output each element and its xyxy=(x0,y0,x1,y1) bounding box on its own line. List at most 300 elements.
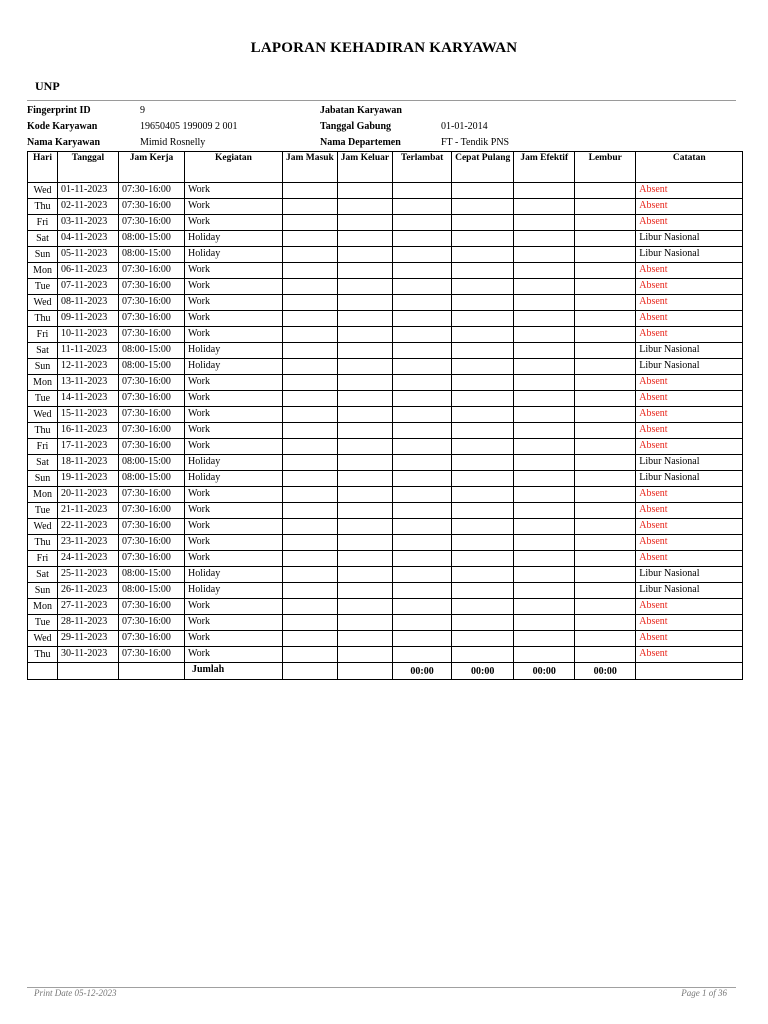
clock-out-cell xyxy=(337,551,392,567)
date-cell: 20-11-2023 xyxy=(58,487,119,503)
overtime-cell xyxy=(575,295,636,311)
activity-cell: Holiday xyxy=(185,231,283,247)
effective-hours-cell xyxy=(514,423,575,439)
activity-cell: Holiday xyxy=(185,471,283,487)
late-cell xyxy=(393,375,452,391)
table-row xyxy=(28,471,743,487)
date-cell: 06-11-2023 xyxy=(58,263,119,279)
activity-cell: Work xyxy=(185,599,283,615)
table-row xyxy=(28,199,743,215)
activity-cell: Holiday xyxy=(185,247,283,263)
late-cell xyxy=(393,407,452,423)
clock-in-cell xyxy=(283,647,338,663)
notes-cell: Absent xyxy=(636,375,743,391)
clock-out-cell xyxy=(337,519,392,535)
notes-cell: Libur Nasional xyxy=(636,231,743,247)
late-cell xyxy=(393,583,452,599)
col-header-clock-in: Jam Masuk xyxy=(283,152,338,183)
date-cell: 04-11-2023 xyxy=(58,231,119,247)
table-row xyxy=(28,263,743,279)
early-leave-cell xyxy=(452,551,514,567)
notes-cell: Absent xyxy=(636,183,743,199)
date-cell: 23-11-2023 xyxy=(58,535,119,551)
employee-values-right xyxy=(441,103,509,151)
effective-hours-cell xyxy=(514,519,575,535)
clock-in-cell xyxy=(283,471,338,487)
early-leave-cell xyxy=(452,455,514,471)
employee-values-left xyxy=(140,103,238,151)
overtime-cell xyxy=(575,535,636,551)
clock-out-cell xyxy=(337,407,392,423)
early-leave-cell xyxy=(452,183,514,199)
table-row xyxy=(28,311,743,327)
clock-out-cell xyxy=(337,599,392,615)
date-cell: 22-11-2023 xyxy=(58,519,119,535)
notes-cell: Libur Nasional xyxy=(636,247,743,263)
effective-hours-cell xyxy=(514,503,575,519)
early-leave-cell xyxy=(452,487,514,503)
late-cell xyxy=(393,599,452,615)
early-leave-cell xyxy=(452,423,514,439)
table-row xyxy=(28,647,743,663)
late-cell xyxy=(393,455,452,471)
shift-cell: 08:00-15:00 xyxy=(119,343,185,359)
clock-in-cell xyxy=(283,583,338,599)
overtime-cell xyxy=(575,423,636,439)
department-label: Nama Departemen xyxy=(320,137,401,148)
late-cell xyxy=(393,295,452,311)
total-empty-cell xyxy=(119,663,185,680)
shift-cell: 07:30-16:00 xyxy=(119,375,185,391)
overtime-cell xyxy=(575,199,636,215)
table-row xyxy=(28,439,743,455)
late-cell xyxy=(393,359,452,375)
overtime-cell xyxy=(575,503,636,519)
date-cell: 17-11-2023 xyxy=(58,439,119,455)
overtime-cell xyxy=(575,391,636,407)
clock-out-cell xyxy=(337,183,392,199)
clock-in-cell xyxy=(283,439,338,455)
early-leave-cell xyxy=(452,631,514,647)
day-cell: Fri xyxy=(28,327,58,343)
clock-out-cell xyxy=(337,647,392,663)
shift-cell: 07:30-16:00 xyxy=(119,519,185,535)
late-cell xyxy=(393,231,452,247)
day-cell: Fri xyxy=(28,215,58,231)
col-header-date: Tanggal xyxy=(58,152,119,183)
notes-cell: Absent xyxy=(636,647,743,663)
clock-in-cell xyxy=(283,551,338,567)
overtime-cell xyxy=(575,567,636,583)
table-row xyxy=(28,215,743,231)
table-row xyxy=(28,247,743,263)
effective-hours-cell xyxy=(514,295,575,311)
day-cell: Tue xyxy=(28,503,58,519)
late-cell xyxy=(393,631,452,647)
early-leave-cell xyxy=(452,247,514,263)
total-effective-hours: 00:00 xyxy=(514,663,575,680)
clock-in-cell xyxy=(283,423,338,439)
clock-in-cell xyxy=(283,375,338,391)
table-row xyxy=(28,519,743,535)
notes-cell: Absent xyxy=(636,199,743,215)
clock-out-cell xyxy=(337,487,392,503)
clock-out-cell xyxy=(337,199,392,215)
activity-cell: Work xyxy=(185,631,283,647)
clock-out-cell xyxy=(337,583,392,599)
overtime-cell xyxy=(575,231,636,247)
day-cell: Thu xyxy=(28,311,58,327)
activity-cell: Work xyxy=(185,647,283,663)
early-leave-cell xyxy=(452,567,514,583)
early-leave-cell xyxy=(452,231,514,247)
table-row xyxy=(28,551,743,567)
day-cell: Wed xyxy=(28,407,58,423)
date-cell: 10-11-2023 xyxy=(58,327,119,343)
effective-hours-cell xyxy=(514,439,575,455)
employee-labels-left xyxy=(27,103,100,151)
overtime-cell xyxy=(575,247,636,263)
early-leave-cell xyxy=(452,279,514,295)
clock-out-cell xyxy=(337,423,392,439)
attendance-body xyxy=(28,183,743,663)
late-cell xyxy=(393,423,452,439)
overtime-cell xyxy=(575,631,636,647)
activity-cell: Work xyxy=(185,295,283,311)
late-cell xyxy=(393,247,452,263)
notes-cell: Absent xyxy=(636,535,743,551)
date-cell: 21-11-2023 xyxy=(58,503,119,519)
early-leave-cell xyxy=(452,407,514,423)
day-cell: Tue xyxy=(28,279,58,295)
date-cell: 01-11-2023 xyxy=(58,183,119,199)
clock-in-cell xyxy=(283,407,338,423)
total-empty-cell xyxy=(283,663,338,680)
clock-out-cell xyxy=(337,535,392,551)
overtime-cell xyxy=(575,215,636,231)
effective-hours-cell xyxy=(514,487,575,503)
table-row xyxy=(28,343,743,359)
col-header-notes: Catatan xyxy=(636,152,743,183)
activity-cell: Work xyxy=(185,279,283,295)
day-cell: Sun xyxy=(28,359,58,375)
effective-hours-cell xyxy=(514,279,575,295)
clock-in-cell xyxy=(283,599,338,615)
shift-cell: 07:30-16:00 xyxy=(119,311,185,327)
shift-cell: 07:30-16:00 xyxy=(119,487,185,503)
table-row xyxy=(28,183,743,199)
col-header-overtime: Lembur xyxy=(575,152,636,183)
notes-cell: Libur Nasional xyxy=(636,567,743,583)
early-leave-cell xyxy=(452,471,514,487)
early-leave-cell xyxy=(452,535,514,551)
effective-hours-cell xyxy=(514,231,575,247)
day-cell: Fri xyxy=(28,439,58,455)
day-cell: Wed xyxy=(28,519,58,535)
clock-out-cell xyxy=(337,263,392,279)
notes-cell: Absent xyxy=(636,311,743,327)
notes-cell: Absent xyxy=(636,295,743,311)
clock-in-cell xyxy=(283,615,338,631)
clock-in-cell xyxy=(283,487,338,503)
date-cell: 24-11-2023 xyxy=(58,551,119,567)
notes-cell: Absent xyxy=(636,599,743,615)
activity-cell: Work xyxy=(185,311,283,327)
table-row xyxy=(28,487,743,503)
day-cell: Tue xyxy=(28,615,58,631)
early-leave-cell xyxy=(452,327,514,343)
overtime-cell xyxy=(575,615,636,631)
shift-cell: 07:30-16:00 xyxy=(119,263,185,279)
early-leave-cell xyxy=(452,263,514,279)
notes-cell: Absent xyxy=(636,551,743,567)
date-cell: 11-11-2023 xyxy=(58,343,119,359)
table-row xyxy=(28,423,743,439)
date-cell: 28-11-2023 xyxy=(58,615,119,631)
late-cell xyxy=(393,343,452,359)
late-cell xyxy=(393,647,452,663)
overtime-cell xyxy=(575,519,636,535)
day-cell: Sun xyxy=(28,247,58,263)
early-leave-cell xyxy=(452,519,514,535)
fingerprint-label: Fingerprint ID xyxy=(27,105,91,116)
activity-cell: Work xyxy=(185,615,283,631)
notes-cell: Absent xyxy=(636,327,743,343)
activity-cell: Work xyxy=(185,215,283,231)
early-leave-cell xyxy=(452,343,514,359)
effective-hours-cell xyxy=(514,647,575,663)
department-value: FT - Tendik PNS xyxy=(441,137,510,148)
activity-cell: Work xyxy=(185,375,283,391)
footer-divider xyxy=(27,987,736,988)
shift-cell: 07:30-16:00 xyxy=(119,647,185,663)
total-empty-cell xyxy=(28,663,58,680)
effective-hours-cell xyxy=(514,359,575,375)
shift-cell: 08:00-15:00 xyxy=(119,247,185,263)
late-cell xyxy=(393,439,452,455)
page-number: Page 1 of 36 xyxy=(681,988,727,998)
fingerprint-value: 9 xyxy=(140,105,145,116)
clock-in-cell xyxy=(283,391,338,407)
late-cell xyxy=(393,199,452,215)
late-cell xyxy=(393,391,452,407)
clock-in-cell xyxy=(283,535,338,551)
shift-cell: 07:30-16:00 xyxy=(119,615,185,631)
clock-in-cell xyxy=(283,327,338,343)
shift-cell: 07:30-16:00 xyxy=(119,551,185,567)
clock-out-cell xyxy=(337,615,392,631)
effective-hours-cell xyxy=(514,535,575,551)
effective-hours-cell xyxy=(514,183,575,199)
clock-in-cell xyxy=(283,455,338,471)
shift-cell: 07:30-16:00 xyxy=(119,423,185,439)
late-cell xyxy=(393,183,452,199)
effective-hours-cell xyxy=(514,599,575,615)
clock-out-cell xyxy=(337,311,392,327)
col-header-shift: Jam Kerja xyxy=(119,152,185,183)
day-cell: Sat xyxy=(28,567,58,583)
position-value xyxy=(441,103,509,119)
day-cell: Wed xyxy=(28,631,58,647)
shift-cell: 07:30-16:00 xyxy=(119,295,185,311)
clock-out-cell xyxy=(337,439,392,455)
clock-out-cell xyxy=(337,279,392,295)
overtime-cell xyxy=(575,279,636,295)
total-early-leave: 00:00 xyxy=(452,663,514,680)
day-cell: Thu xyxy=(28,423,58,439)
activity-cell: Work xyxy=(185,423,283,439)
notes-cell: Libur Nasional xyxy=(636,583,743,599)
activity-cell: Work xyxy=(185,519,283,535)
effective-hours-cell xyxy=(514,199,575,215)
day-cell: Wed xyxy=(28,295,58,311)
clock-in-cell xyxy=(283,215,338,231)
day-cell: Wed xyxy=(28,183,58,199)
overtime-cell xyxy=(575,455,636,471)
shift-cell: 07:30-16:00 xyxy=(119,183,185,199)
notes-cell: Absent xyxy=(636,279,743,295)
table-row xyxy=(28,455,743,471)
clock-out-cell xyxy=(337,359,392,375)
effective-hours-cell xyxy=(514,631,575,647)
clock-in-cell xyxy=(283,295,338,311)
day-cell: Mon xyxy=(28,487,58,503)
shift-cell: 07:30-16:00 xyxy=(119,199,185,215)
activity-cell: Work xyxy=(185,263,283,279)
shift-cell: 08:00-15:00 xyxy=(119,231,185,247)
total-late: 00:00 xyxy=(393,663,452,680)
notes-cell: Absent xyxy=(636,519,743,535)
col-header-clock-out: Jam Keluar xyxy=(337,152,392,183)
effective-hours-cell xyxy=(514,615,575,631)
clock-out-cell xyxy=(337,631,392,647)
late-cell xyxy=(393,615,452,631)
overtime-cell xyxy=(575,183,636,199)
clock-out-cell xyxy=(337,231,392,247)
early-leave-cell xyxy=(452,215,514,231)
shift-cell: 07:30-16:00 xyxy=(119,439,185,455)
clock-in-cell xyxy=(283,263,338,279)
table-row xyxy=(28,375,743,391)
date-cell: 27-11-2023 xyxy=(58,599,119,615)
activity-cell: Work xyxy=(185,503,283,519)
late-cell xyxy=(393,279,452,295)
date-cell: 12-11-2023 xyxy=(58,359,119,375)
early-leave-cell xyxy=(452,375,514,391)
table-row xyxy=(28,599,743,615)
shift-cell: 08:00-15:00 xyxy=(119,583,185,599)
effective-hours-cell xyxy=(514,343,575,359)
clock-out-cell xyxy=(337,215,392,231)
col-header-day: Hari xyxy=(28,152,58,183)
late-cell xyxy=(393,471,452,487)
effective-hours-cell xyxy=(514,327,575,343)
date-cell: 08-11-2023 xyxy=(58,295,119,311)
employee-code-value: 19650405 199009 2 001 xyxy=(140,121,238,132)
col-header-early-leave: Cepat Pulang xyxy=(452,152,514,183)
header-divider xyxy=(27,100,736,101)
effective-hours-cell xyxy=(514,247,575,263)
total-empty-cell xyxy=(337,663,392,680)
clock-in-cell xyxy=(283,343,338,359)
notes-cell: Absent xyxy=(636,263,743,279)
shift-cell: 07:30-16:00 xyxy=(119,215,185,231)
effective-hours-cell xyxy=(514,567,575,583)
late-cell xyxy=(393,567,452,583)
table-row xyxy=(28,583,743,599)
table-row xyxy=(28,631,743,647)
day-cell: Mon xyxy=(28,263,58,279)
date-cell: 30-11-2023 xyxy=(58,647,119,663)
date-cell: 15-11-2023 xyxy=(58,407,119,423)
table-row xyxy=(28,391,743,407)
late-cell xyxy=(393,263,452,279)
day-cell: Fri xyxy=(28,551,58,567)
shift-cell: 07:30-16:00 xyxy=(119,631,185,647)
position-label: Jabatan Karyawan xyxy=(320,105,402,116)
clock-out-cell xyxy=(337,567,392,583)
table-row xyxy=(28,503,743,519)
activity-cell: Holiday xyxy=(185,343,283,359)
activity-cell: Work xyxy=(185,551,283,567)
total-empty-cell xyxy=(636,663,743,680)
clock-out-cell xyxy=(337,247,392,263)
late-cell xyxy=(393,535,452,551)
table-row xyxy=(28,279,743,295)
effective-hours-cell xyxy=(514,311,575,327)
table-row xyxy=(28,567,743,583)
clock-in-cell xyxy=(283,231,338,247)
attendance-table xyxy=(27,151,743,680)
early-leave-cell xyxy=(452,359,514,375)
activity-cell: Work xyxy=(185,183,283,199)
table-row xyxy=(28,535,743,551)
shift-cell: 07:30-16:00 xyxy=(119,535,185,551)
notes-cell: Absent xyxy=(636,423,743,439)
activity-cell: Work xyxy=(185,487,283,503)
shift-cell: 08:00-15:00 xyxy=(119,359,185,375)
shift-cell: 07:30-16:00 xyxy=(119,503,185,519)
late-cell xyxy=(393,551,452,567)
day-cell: Sun xyxy=(28,583,58,599)
col-header-activity: Kegiatan xyxy=(185,152,283,183)
table-header-row xyxy=(28,152,743,183)
total-empty-cell xyxy=(58,663,119,680)
late-cell xyxy=(393,215,452,231)
early-leave-cell xyxy=(452,599,514,615)
clock-in-cell xyxy=(283,359,338,375)
day-cell: Thu xyxy=(28,647,58,663)
effective-hours-cell xyxy=(514,391,575,407)
shift-cell: 08:00-15:00 xyxy=(119,455,185,471)
early-leave-cell xyxy=(452,311,514,327)
date-cell: 09-11-2023 xyxy=(58,311,119,327)
overtime-cell xyxy=(575,487,636,503)
activity-cell: Work xyxy=(185,407,283,423)
clock-out-cell xyxy=(337,343,392,359)
clock-in-cell xyxy=(283,279,338,295)
shift-cell: 08:00-15:00 xyxy=(119,471,185,487)
notes-cell: Libur Nasional xyxy=(636,471,743,487)
clock-out-cell xyxy=(337,471,392,487)
date-cell: 02-11-2023 xyxy=(58,199,119,215)
early-leave-cell xyxy=(452,295,514,311)
clock-in-cell xyxy=(283,567,338,583)
effective-hours-cell xyxy=(514,407,575,423)
overtime-cell xyxy=(575,599,636,615)
shift-cell: 07:30-16:00 xyxy=(119,599,185,615)
activity-cell: Work xyxy=(185,535,283,551)
